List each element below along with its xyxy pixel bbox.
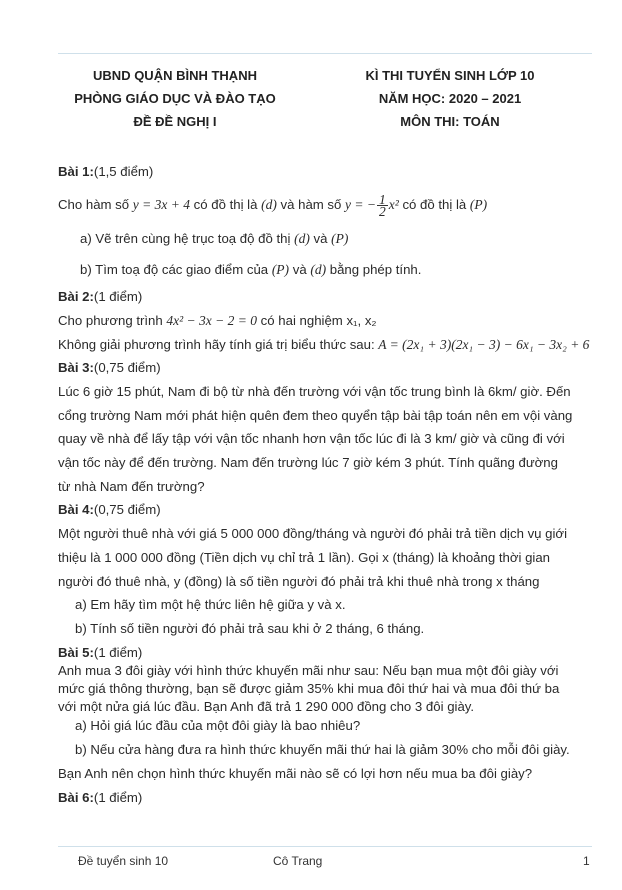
text: bằng phép tính. [326,262,422,278]
problem-3-line: từ nhà Nam đến trường? [58,478,205,494]
text: có đồ thị là [190,196,262,212]
problem-3-heading [58,356,592,380]
subject: MÔN THI: TOÁN [400,114,500,129]
problem-points: (1 điểm) [93,790,143,806]
problem-6-heading [58,786,592,810]
problem-title: Bài 3: [58,360,94,376]
problem-5-line: mức giá thông thường, bạn sẽ được giảm 35% khi mua đôi thứ hai và mua đôi thứ ba [58,680,560,696]
math-d: (d) [294,230,310,246]
text: a) Vẽ trên cùng hệ trục toạ độ đồ thị [80,230,295,246]
math-linear-function: y = 3x + 4 [132,196,190,212]
math-parabola-term: x² [388,196,399,212]
problem-title: Bài 4: [58,502,94,518]
department-name: PHÒNG GIÁO DỤC VÀ ĐÀO TẠO [74,91,276,106]
problem-title: Bài 6: [58,790,94,806]
problem-3-line: vận tốc này để đến trường. Nam đến trường lúc 7 giờ kém 3 phút. Tính quãng đường [58,455,558,471]
problem-points: (0,75 điểm) [93,502,161,518]
text: b) Tìm toạ độ các giao điểm của [80,262,272,278]
text: và [289,262,311,278]
footer-doc-title: Đề tuyển sinh 10 [78,854,169,868]
header-left [40,64,310,133]
exam-title: KÌ THI TUYỂN SINH LỚP 10 [365,68,535,83]
problem-points: (0,75 điểm) [93,360,161,376]
header-rule [58,53,592,54]
text: có đồ thị là [398,196,470,212]
problem-2-statement [58,309,592,333]
problem-5-line: Anh mua 3 đôi giày với hình thức khuyến mãi như sau: Nếu bạn mua một đôi giày với [58,662,559,678]
text: và [309,230,332,246]
problem-5-part-b: b) Nếu cửa hàng đưa ra hình thức khuyến mãi thứ hai là giảm 30% cho mỗi đôi giày. [75,741,570,757]
problem-4-line: người đó thuê nhà, y (đồng) là số tiền người đó phải trả khi thuê nhà trong x tháng [58,573,540,589]
fraction-numerator: 1 [379,191,386,207]
fraction [377,191,388,219]
math-equation: 4x² − 3x − 2 = 0 [166,312,258,328]
math-parabola-lhs: y = − [345,196,376,212]
problem-1-part-b [58,258,592,282]
problem-3-line: Lúc 6 giờ 15 phút, Nam đi bộ từ nhà đến trường với vận tốc trung bình là 6km/ giờ. Đến [58,383,571,399]
problem-3-line: quay về nhà để lấy tập với vận tốc nhanh hơn vận tốc lúc đi là 3 km/ giờ và cũng đi với [58,431,565,447]
problem-2-task [58,333,592,357]
math-expression-a: A = (2x₁ + 3)(2x₁ − 3) − 6x₁ − 3x₂ + 6 [378,336,590,352]
exam-content [58,160,592,810]
problem-3-line: cổng trường Nam mới phát hiện quên đem theo quyển tập bài tập toán nên em vội vàng [58,407,573,423]
text: Không giải phương trình hãy tính giá trị biểu thức sau: [58,336,379,352]
text: và hàm số [276,196,346,212]
problem-1-heading [58,160,592,184]
school-year: NĂM HỌC: 2020 – 2021 [378,91,522,106]
footer-author: Cô Trang [273,854,323,868]
problem-2-heading [58,285,592,309]
problem-points: (1,5 điểm) [93,164,154,179]
problem-points: (1 điểm) [93,289,143,305]
problem-4-heading [58,498,592,522]
header-right [320,64,580,133]
text: có hai nghiệm x₁, x₂ [257,312,377,328]
problem-4-line: Một người thuê nhà với giá 5 000 000 đồng/tháng và người đó phải trả tiền dịch vụ giới [58,526,568,542]
problem-4-part-a: a) Em hãy tìm một hệ thức liên hệ giữa y và x. [75,597,346,613]
footer-rule [58,846,592,847]
problem-5-heading [58,644,592,662]
problem-points: (1 điểm) [93,644,143,660]
problem-1-statement [58,190,592,220]
fraction-denominator: 2 [379,203,386,219]
problem-4-part-b: b) Tính số tiền người đó phải trả sau khi ở 2 tháng, 6 tháng. [75,620,425,636]
problem-4-line: thiệu là 1 000 000 đồng (Tiền dịch vụ chỉ trả 1 lần). Gọi x (tháng) là khoảng thời gian [58,549,551,565]
text: Cho hàm số [58,196,133,212]
problem-5-question: Bạn Anh nên chọn hình thức khuyến mãi nào sẽ có lợi hơn nếu mua ba đôi giày? [58,766,533,782]
footer-page-number: 1 [583,854,590,868]
math-d: (d) [261,196,277,212]
problem-title: Bài 2: [58,289,94,305]
exam-variant: ĐỀ ĐỀ NGHỊ I [133,114,217,129]
math-p: (P) [331,230,349,246]
problem-5-part-a: a) Hỏi giá lúc đầu của một đôi giày là bao nhiêu? [75,717,361,733]
problem-5-line: với một nửa giá lúc đầu. Bạn Anh đã trả 1 290 000 đồng cho 3 đôi giày. [58,698,475,714]
math-p: (P) [271,262,290,278]
problem-title: Bài 1: [58,164,94,179]
math-d: (d) [310,262,327,278]
text: Cho phương trình [58,312,167,328]
problem-title: Bài 5: [58,644,94,660]
district-name: UBND QUẬN BÌNH THẠNH [93,68,257,83]
problem-1-part-a [58,227,592,251]
math-p: (P) [469,196,488,212]
